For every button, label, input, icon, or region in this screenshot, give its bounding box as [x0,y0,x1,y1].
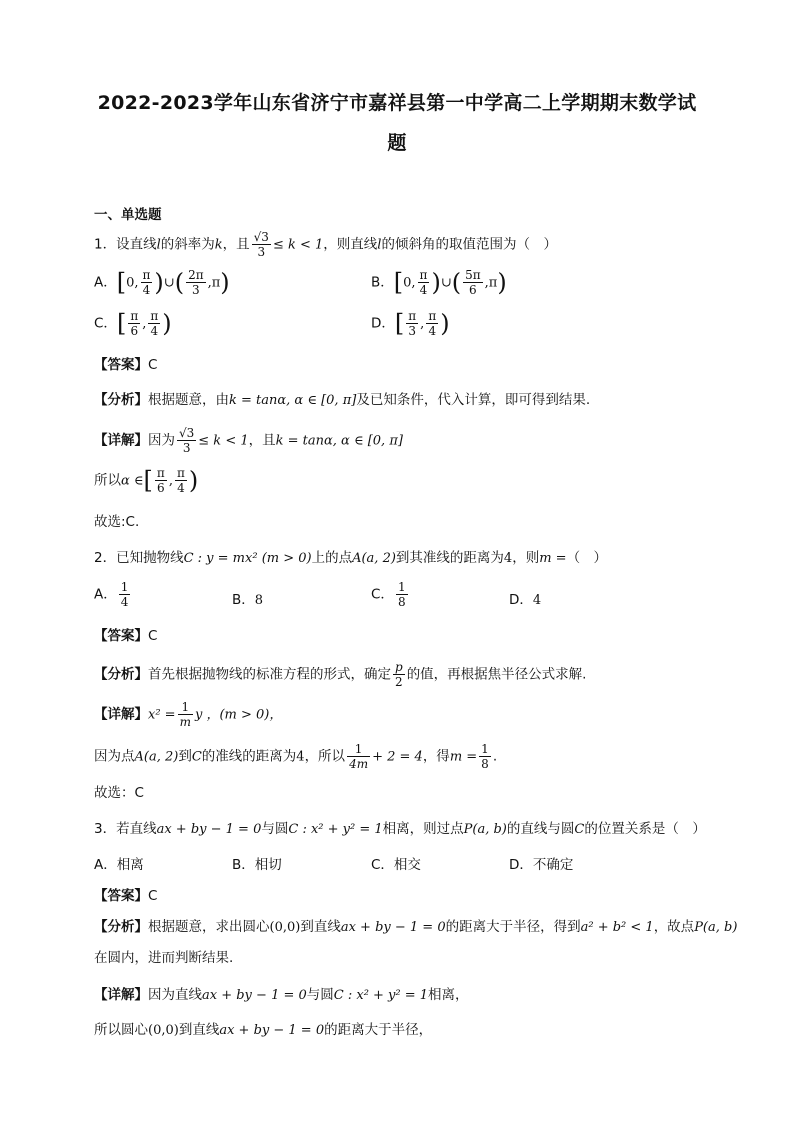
q2-option-a: A． $\frac{1}{4}$ [94,580,129,609]
q1-analysis: 【分析】根据题意，由k = tanα, α ∈ [0, π]及已知条件，代入计算，即可得到结果. [94,392,591,408]
q3-answer: 【答案】C [94,888,158,904]
q1-option-b: B．[0, $\frac{\pi}{4}$ )∪( $\frac{5\pi}{6}$ ,π) [371,268,507,297]
q1-text: 的倾斜角的取值范围为（ ） [381,236,557,253]
q2-analysis: 【分析】首先根据抛物线的标准方程的形式，确定 $\frac{p}{2}$ 的值，再根据焦半径公式求解. [94,660,587,689]
q1-option-d: D．[ $\frac{\pi}{3}$ , $\frac{\pi}{4}$ ) [371,309,450,338]
q3-option-d: D．不确定 [509,857,574,873]
q3-analysis-cont: 在圆内，进而判断结果. [94,950,234,966]
q1-option-a: A．[0, $\frac{\pi}{4}$ )∪( $\frac{2\pi}{3}$ ,π) [94,268,230,297]
q1-detail: 【详解】因为 $\frac{√3}{3}$ ≤ k < 1，且k = tanα, α ∈ [0, π] [94,426,403,455]
q1-answer: 【答案】C [94,357,158,373]
q2-option-c: C． $\frac{1}{8}$ [371,580,406,609]
q1-var-l: l [377,237,382,253]
q1-stem [94,230,557,259]
q2-option-b: B．8 [232,592,264,608]
section-heading: 一、单选题 [94,207,162,223]
q1-option-c: C．[ $\frac{\pi}{6}$ , $\frac{\pi}{4}$ ) [94,309,172,338]
q2-stem: 2．已知抛物线C : y = mx² (m > 0)上的点A(a, 2)到其准线的距离为4，则m =（ ） [94,550,608,566]
q1-detail-so: 所以α ∈[ $\frac{\pi}{6}$ , $\frac{\pi}{4}$ ) [94,466,199,495]
q3-stem: 3．若直线ax + by − 1 = 0与圆C : x² + y² = 1相离，则过点P(a, b)的直线与圆C的位置关系是（ ） [94,821,706,837]
q1-var-l: l [156,237,161,253]
q2-choose: 故选：C [94,785,144,801]
q1-text: ，则直线 [323,236,378,253]
q1-number: 1． [94,236,117,253]
q3-detail: 【详解】因为直线ax + by − 1 = 0与圆C : x² + y² = 1相离， [94,987,469,1003]
q2-answer: 【答案】C [94,628,158,644]
page-title-line1: 2022-2023学年山东省济宁市嘉祥县第一中学高二上学期期末数学试 [97,92,697,114]
q2-detail: 【详解】x² = $\frac{1}{m}$ y ，(m > 0)， [94,700,283,729]
q1-text: 设直线 [116,236,157,253]
q1-text: 的斜率为 [160,236,215,253]
q1-frac-sqrt3-3: $\frac{√3}{3}$ [253,230,269,259]
q3-detail-so: 所以圆心(0,0)到直线ax + by − 1 = 0的距离大于半径， [94,1022,433,1038]
q1-inequality: ≤ k < 1 [272,237,324,253]
q1-text: ，且 [222,236,250,253]
q3-option-a: A．相离 [94,857,144,873]
q1-var-k: k [214,237,223,253]
q2-detail-because: 因为点A(a, 2)到C的准线的距离为4，所以 $\frac{1}{4m}$ + 2 = 4，得m = $\frac{1}{8}$ . [94,742,498,771]
q3-option-b: B．相切 [232,857,282,873]
q1-choose: 故选:C. [94,514,140,530]
q3-analysis: 【分析】根据题意，求出圆心(0,0)到直线ax + by − 1 = 0的距离大于半径，得到a² + b² < 1，故点P(a, b) [94,919,738,935]
page-title-line2: 题 [387,132,407,154]
q2-option-d: D．4 [509,592,542,608]
q3-option-c: C．相交 [371,857,421,873]
